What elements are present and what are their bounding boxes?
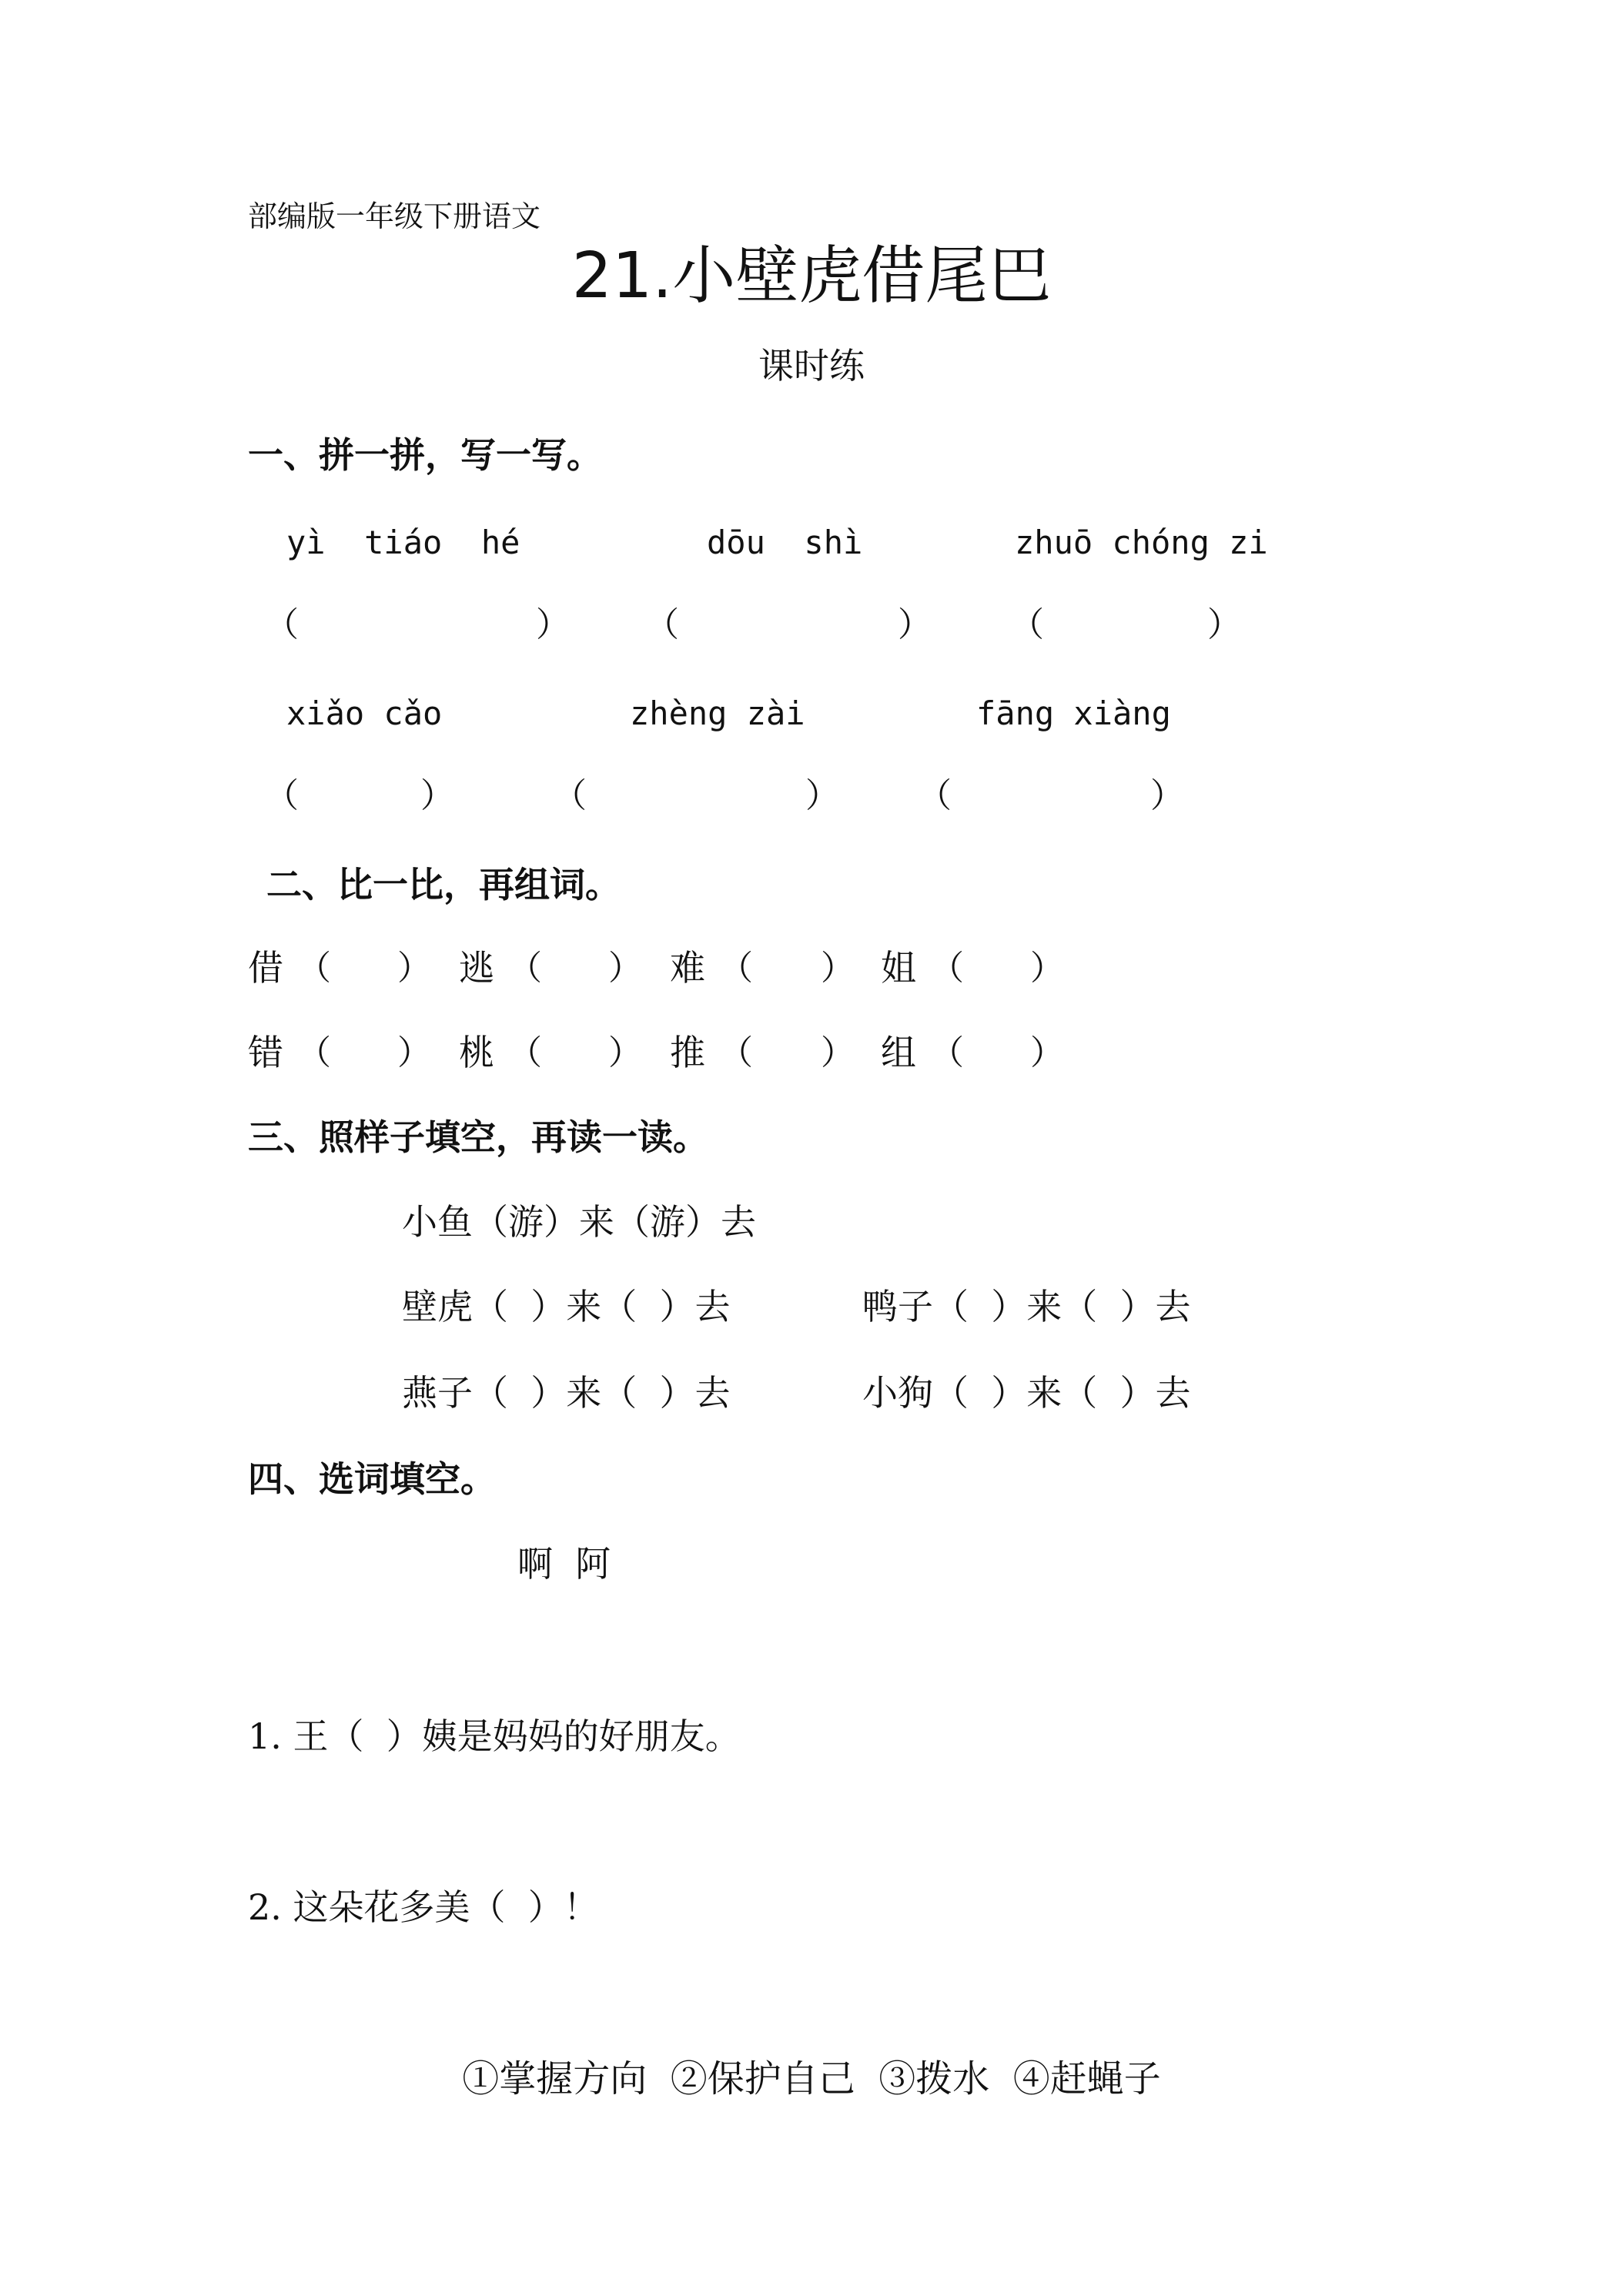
open-paren: （ (719, 949, 753, 988)
character: 难 (670, 947, 705, 989)
character: 姐 (881, 947, 916, 989)
open-paren: （ (265, 605, 299, 644)
section1-heading: 一、拼一拼，写一写。 (248, 434, 602, 476)
close-paren: ） (898, 605, 932, 644)
section4-heading: 四、选词填空。 (248, 1458, 496, 1500)
open-paren: （ (930, 949, 964, 988)
close-paren: ） (420, 776, 454, 815)
question-1: 1. 王（ ）姨是妈妈的好朋友。 (248, 1715, 741, 1757)
open-paren: （ (297, 949, 331, 988)
pinyin-item: dōu shì (707, 524, 863, 561)
open-paren: （ (508, 949, 542, 988)
options-line: ①掌握方向 ②保护自己 ③拨水 ④赶蝇子 (462, 2057, 1161, 2100)
close-paren: ） (1207, 605, 1241, 644)
close-paren: ） (608, 1033, 642, 1073)
section3-heading: 三、照样子填空，再读一读。 (248, 1116, 708, 1158)
fill-item-left: 燕子（ ）来（ ）去 (402, 1372, 731, 1414)
close-paren: ） (1030, 1033, 1064, 1073)
close-paren: ） (821, 1033, 855, 1073)
open-paren: （ (918, 776, 952, 815)
close-paren: ） (1150, 776, 1184, 815)
character: 组 (881, 1032, 916, 1073)
example-line: 小鱼（游）来（游）去 (402, 1201, 756, 1243)
page-subtitle: 课时练 (758, 345, 865, 387)
pinyin-item: yì tiáo hé (286, 524, 520, 561)
open-paren: （ (508, 1033, 542, 1073)
open-paren: （ (553, 776, 587, 815)
character: 借 (248, 947, 283, 989)
close-paren: ） (608, 949, 642, 988)
pinyin-item: xiǎo cǎo (286, 694, 443, 732)
open-paren: （ (297, 1033, 331, 1073)
fill-item-right: 小狗（ ）来（ ）去 (862, 1372, 1191, 1414)
open-paren: （ (265, 776, 299, 815)
pinyin-item: fāng xiàng (976, 694, 1171, 732)
pinyin-item: zhuō chóng zi (1015, 524, 1268, 561)
open-paren: （ (645, 605, 679, 644)
word-choices: 啊 阿 (517, 1543, 611, 1585)
header-note: 部编版一年级下册语文 (248, 199, 541, 233)
close-paren: ） (821, 949, 855, 988)
character: 错 (248, 1032, 283, 1073)
character: 桃 (459, 1032, 494, 1073)
pinyin-item: zhèng zài (630, 694, 805, 732)
fill-item-left: 壁虎（ ）来（ ）去 (402, 1286, 731, 1327)
close-paren: ） (805, 776, 839, 815)
close-paren: ） (397, 1033, 431, 1073)
question-2: 2. 这朵花多美（ ）！ (248, 1886, 599, 1928)
close-paren: ） (1030, 949, 1064, 988)
close-paren: ） (397, 949, 431, 988)
open-paren: （ (1010, 605, 1044, 644)
close-paren: ） (536, 605, 570, 644)
character: 推 (670, 1032, 705, 1073)
open-paren: （ (719, 1033, 753, 1073)
fill-item-right: 鸭子（ ）来（ ）去 (862, 1286, 1191, 1327)
open-paren: （ (930, 1033, 964, 1073)
page-title: 21.小壁虎借尾巴 (571, 239, 1052, 313)
character: 逃 (459, 947, 494, 989)
section2-heading: 二、比一比，再组词。 (266, 864, 621, 905)
